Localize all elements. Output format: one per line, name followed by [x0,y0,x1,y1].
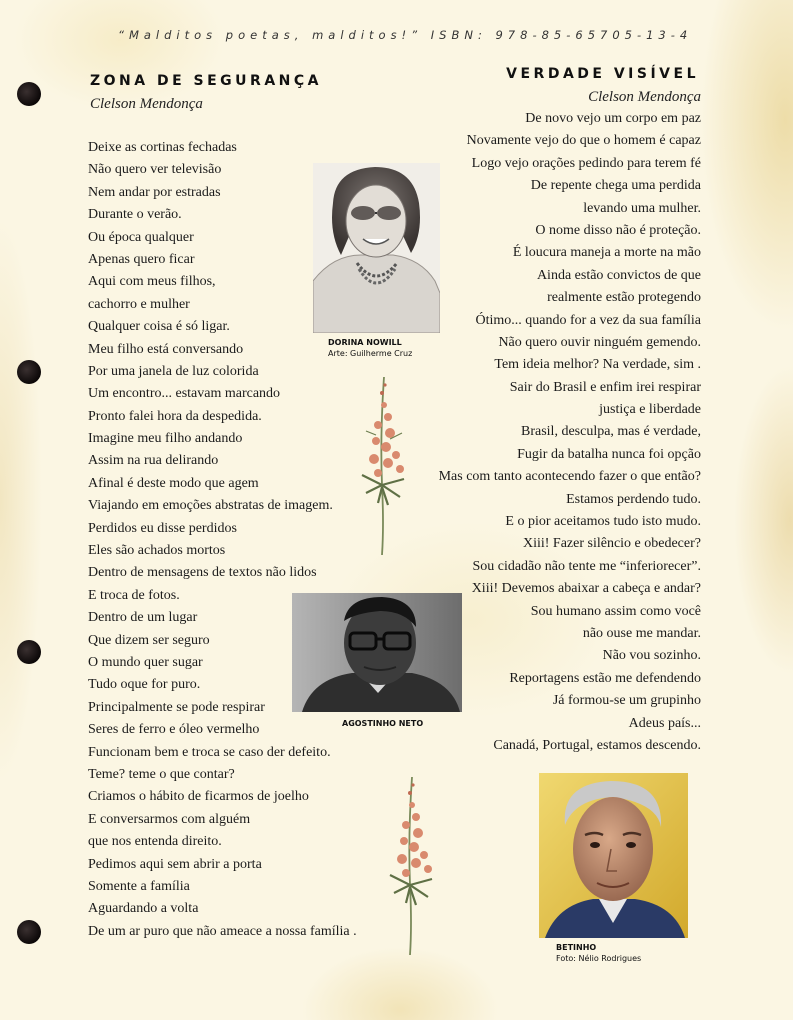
poem-line: Ainda estão convictos de que [536,267,701,283]
poem-line: Não vou sozinho. [602,648,701,664]
poem-line: Xiii! Fazer silêncio e obedecer? [522,536,701,552]
betinho-caption-name: BETINHO [556,943,597,952]
poem-line: Por uma janela de luz colorida [88,363,259,379]
poem-line: Mas com tanto acontecendo fazer o que então? [438,469,701,485]
poem-line: Imagine meu filho andando [88,431,243,447]
right-poem-author: Clelson Mendonça [588,89,701,105]
poem-line: Brasil, desculpa, mas é verdade, [521,424,701,440]
poem-line: Dentro de um lugar [88,610,198,626]
left-poem-author: Clelson Mendonça [90,96,203,112]
poem-line: Fugir da batalha nunca foi opção [517,446,701,462]
poem-line: Meu filho está conversando [88,341,244,357]
right-poem-title: VERDADE VISÍVEL [506,66,699,82]
poem-line: Sou cidadão não tente me “inferiorecer”. [472,558,701,574]
poem-line: Já formou-se um grupinho [552,693,701,709]
poem-line: O nome disso não é proteção. [535,222,701,238]
betinho-caption-credit: Foto: Nélio Rodrigues [556,954,642,963]
right-poem-body [439,108,701,757]
poem-line: Principalmente se pode respirar [88,699,265,715]
poem-line: Ótimo... quando for a vez da sua família [475,312,701,328]
dorina-caption [328,337,412,359]
poem-line: Estamos perdendo tudo. [566,491,701,507]
poem-line: Sou humano assim como você [530,603,701,619]
binder-hole [17,82,41,106]
poem-line: Sair do Brasil e enfim irei respirar [509,379,701,395]
dorina-nowill-portrait [313,163,440,333]
binder-hole [17,640,41,664]
poem-line: E conversarmos com alguém [88,811,251,827]
poem-line: não ouse me mandar. [582,625,701,641]
poem-line: Tem ideia melhor? Na verdade, sim . [494,357,701,373]
poem-line: Eles são achados mortos [88,543,226,559]
poem-line: Não quero ver televisão [88,162,222,178]
poem-line: Aqui com meus filhos, [88,274,216,290]
dorina-caption-name: DORINA NOWILL [328,338,402,347]
poem-line: Reportagens estão me defendendo [509,670,701,686]
dorina-caption-credit: Arte: Guilherme Cruz [328,349,413,358]
poem-line: Xiii! Devemos abaixar a cabeça e andar? [471,581,701,597]
poem-line: Somente a família [88,878,190,894]
poem-line: Deixe as cortinas fechadas [88,140,237,155]
poem-line: Pedimos aqui sem abrir a porta [88,856,262,872]
poem-line: cachorro e mulher [88,296,190,312]
poem-line: Apenas quero ficar [88,251,195,267]
poem-line: Um encontro... estavam marcando [88,386,281,402]
poem-line: Pronto falei hora da despedida. [88,408,262,424]
pink-flower-illustration [376,775,448,961]
poem-line: Adeus país... [628,715,701,731]
poem-line: Novamente vejo do que o homem é capaz [466,133,701,149]
agostinho-caption [342,718,423,729]
page-header: “Malditos poetas, malditos!” ISBN: 978-85-65705-13-4 [118,28,693,42]
poem-line: justiça e liberdade [599,402,701,418]
agostinho-caption-name: AGOSTINHO NETO [342,719,424,728]
poem-line: Perdidos eu disse perdidos [88,520,237,536]
poem-line: Teme? teme o que contar? [88,766,235,782]
betinho-caption [556,942,641,964]
poem-line: De repente chega uma perdida [530,178,701,194]
poem-line: Dentro de mensagens de textos não lidos [88,565,317,581]
betinho-photo [539,773,688,938]
poem-line: Aguardando a volta [88,901,199,917]
poem-line: Nem andar por estradas [88,184,221,200]
poem-line: Canadá, Portugal, estamos descendo. [493,737,701,753]
poem-line: De um ar puro que não ameace a nossa família . [88,923,357,939]
poem-line: Que dizem ser seguro [88,632,210,648]
poem-line: Durante o verão. [88,207,182,223]
poem-line: que nos entenda direito. [88,834,222,850]
agostinho-neto-photo [292,593,462,712]
poem-line: Não quero ouvir ninguém gemendo. [498,334,701,350]
poem-line: Funcionam bem e troca se caso der defeito. [88,744,331,760]
poem-line: Afinal é deste modo que agem [88,475,259,491]
left-poem-title: ZONA DE SEGURANÇA [90,73,322,89]
binder-hole [17,360,41,384]
poem-line: Qualquer coisa é só ligar. [88,319,230,335]
poem-line: Viajando em emoções abstratas de imagem. [88,498,333,514]
poem-line: Tudo oque for puro. [88,677,201,693]
poem-line: Assim na rua delirando [88,453,219,469]
poem-line: O mundo quer sugar [88,654,203,670]
poem-line: De novo vejo um corpo em paz [525,111,701,126]
poem-line: E troca de fotos. [88,587,180,603]
poem-line: E o pior aceitamos tudo isto mudo. [505,514,701,530]
poem-line: É loucura maneja a morte na mão [512,245,701,261]
poem-line: Logo vejo orações pedindo para terem fé [471,155,701,171]
poem-line: realmente estão protegendo [547,290,701,306]
poem-line: Ou época qualquer [88,229,194,245]
pink-flower-illustration [348,375,420,561]
binder-hole [17,920,41,944]
poem-line: levando uma mulher. [583,200,701,216]
poem-line: Seres de ferro e óleo vermelho [88,722,260,738]
poem-line: Criamos o hábito de ficarmos de joelho [88,789,309,805]
